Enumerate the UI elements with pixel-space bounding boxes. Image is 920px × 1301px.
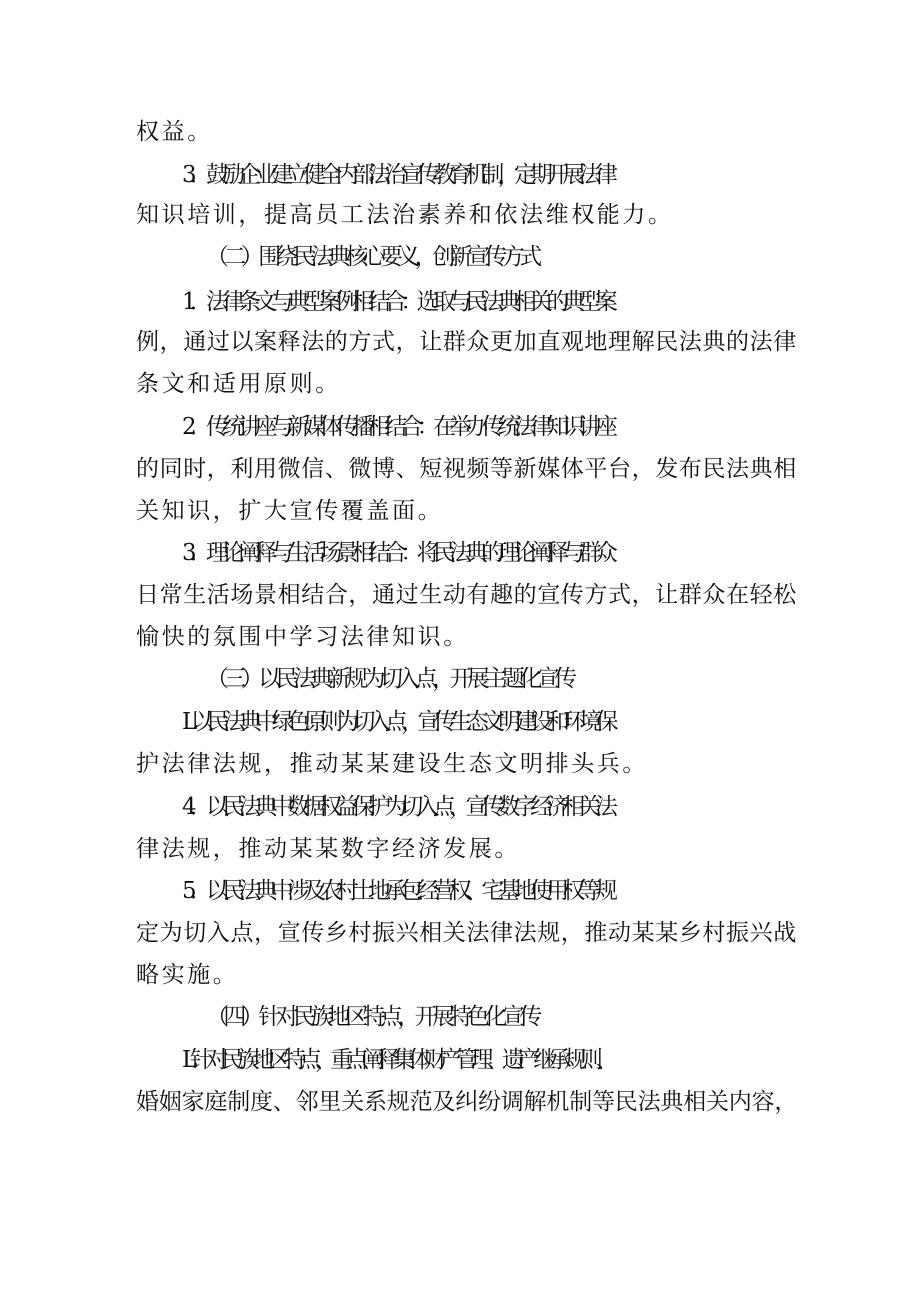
section-heading: （二）围绕民法典核心要义，创新宣传方式	[206, 244, 537, 270]
text-line: 的同时，利用微信、微博、短视频等新媒体平台，发布民法典相	[136, 456, 797, 482]
text-line: 3．理论阐释与生活场景相结合：将民法典的理论阐释与群众	[182, 540, 612, 566]
text-line: 关知识，扩大宣传覆盖面。	[136, 498, 444, 524]
text-line: 婚姻家庭制度、邻里关系规范及纠纷调解机制等民法典相关内容，	[136, 1089, 798, 1115]
text-line: 3．鼓励企业建立健全内部法治宣传教育机制，定期开展法律	[182, 162, 612, 188]
text-line: 律法规，推动某某数字经济发展。	[136, 836, 520, 862]
text-line: 愉快的氛围中学习法律知识。	[136, 624, 469, 650]
section-heading: （三）以民法典新规为切入点，开展主题化宣传	[206, 666, 572, 692]
text-line: 知识培训，提高员工法治素养和依法维权能力。	[136, 202, 674, 228]
text-line: 护法律法规，推动某某建设生态文明排头兵。	[136, 751, 648, 777]
text-line: 权益。	[136, 119, 213, 145]
text-line: 定为切入点，宣传乡村振兴相关法律法规，推动某某乡村振兴战	[136, 920, 797, 946]
text-line: 1．法律条文与典型案例相结合：选取与民法典相关的典型案	[182, 289, 612, 315]
text-line: L以民法典中绿色原则为切入点，宣传生态文明建设和环境保	[182, 709, 612, 735]
text-line: 5．以民法典中涉及农村土地承包经营权、宅基地使用权等规	[182, 878, 612, 904]
text-line: 略实施。	[136, 962, 239, 988]
text-line: 条文和适用原则。	[136, 371, 341, 397]
text-line: L针对民族地区特点，重点阐释集体财产管理、遗产继承规则、	[182, 1047, 612, 1073]
text-line: 4．以民法典中数据权益保护为切入点，宣传数字经济相关法	[182, 794, 612, 820]
text-line: 日常生活场景相结合，通过生动有趣的宣传方式，让群众在轻松	[136, 582, 797, 608]
section-heading: （四）针对民族地区特点，开展特色化宣传	[206, 1004, 537, 1030]
text-line: 2．传统讲座与新媒体传播相结合：在举办传统法律知识讲座	[182, 414, 612, 440]
text-line: 例，通过以案释法的方式，让群众更加直观地理解民法典的法律	[136, 329, 797, 355]
